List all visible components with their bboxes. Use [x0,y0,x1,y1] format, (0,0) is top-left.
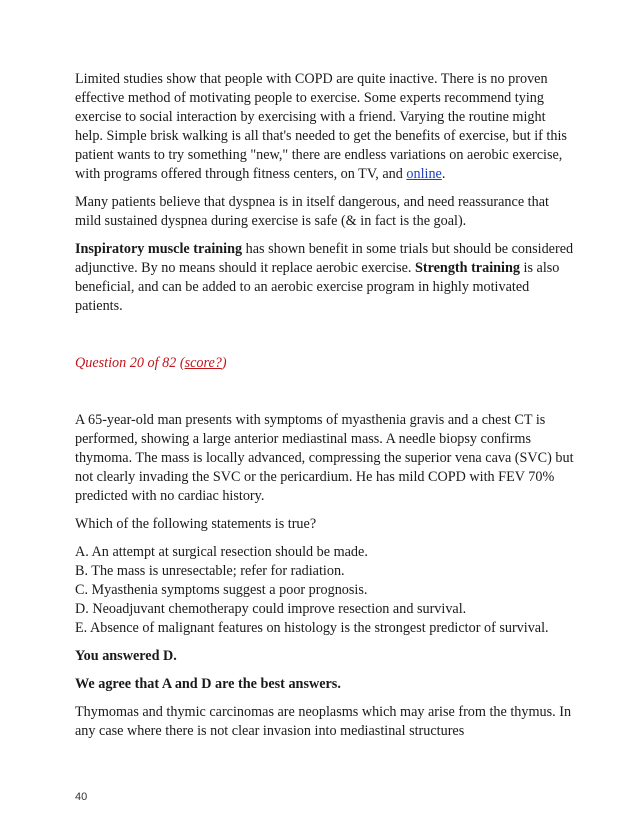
case-description: A 65-year-old man presents with symptoms of myasthenia gravis and a chest CT is performed, showing a large anterior mediastinal mass. A needle biopsy confirms thymoma. The mass is locally advanced, compressing the superior vena cava (SVC) but not clearly invading the SVC or the pericardium. He has mild COPD with FEV 70% predicted with no cardiac history. [75,412,574,504]
strength-training-term: Strength training [414,260,520,276]
online-link[interactable]: online [406,166,442,182]
exercise-paragraph: Limited studies show that people with COPD are quite inactive. There is no proven effective method of motivating people to exercise. Some experts recommend tying exercise to social interaction by exercising with a friend. Varying the routine might help. Simple brisk walking is all that's needed to get the benefits of exercise, but if this patient wants to try something "new," there are endless variations on aerobic exercise, with programs offered through fitness centers, on TV, and online. [75,71,567,182]
explanation-paragraph: Thymomas and thymic carcinomas are neoplasms which may arise from the thymus. In any case where there is not clear invasion into mediastinal structures [75,704,572,739]
option-e: E. Absence of malignant features on histology is the strongest predictor of survival. [75,620,549,636]
page-number: 40 [75,791,88,803]
inspiratory-muscle-training-term: Inspiratory muscle training [75,241,243,257]
score-link[interactable]: score? [184,355,222,371]
agree-line: We agree that A and D are the best answers. [75,676,341,692]
option-d: D. Neoadjuvant chemotherapy could improve resection and survival. [75,601,467,617]
option-a: A. An attempt at surgical resection should be made. [75,544,368,560]
question-prompt: Which of the following statements is true? [75,516,317,532]
question-header: Question 20 of 82 (score?) [75,355,227,371]
training-paragraph: Inspiratory muscle training has shown benefit in some trials but should be considered adjunctive. By no means should it replace aerobic exercise. Strength training is also beneficial, and can be added to an aerobic exercise program in highly motivated patients. [75,241,574,314]
option-c: C. Myasthenia symptoms suggest a poor prognosis. [75,582,368,598]
document-page [75,70,575,741]
answered-line: You answered D. [75,648,177,664]
dyspnea-paragraph: Many patients believe that dyspnea is in itself dangerous, and need reassurance that mild sustained dyspnea during exercise is safe (& in fact is the goal). [75,194,549,229]
option-b: B. The mass is unresectable; refer for radiation. [75,563,345,579]
answer-options [75,543,575,638]
